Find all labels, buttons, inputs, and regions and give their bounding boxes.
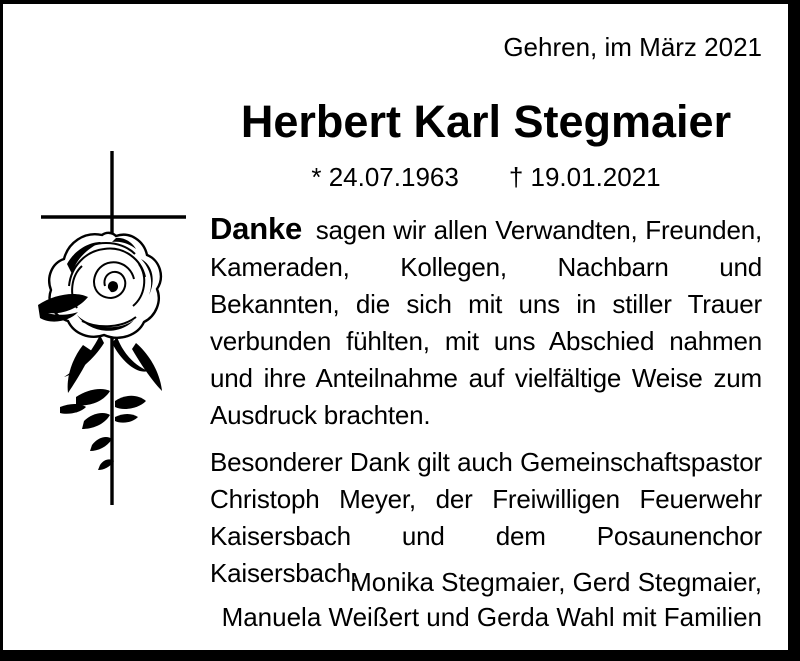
thanks-paragraph — [210, 210, 762, 434]
signature-block — [210, 565, 762, 635]
death-date: † 19.01.2021 — [508, 162, 661, 192]
thanks-lead-word: Danke — [210, 211, 303, 246]
rose-icon — [38, 233, 162, 470]
thanks-body-text: sagen wir allen Verwandten, Freunden, Kameraden, Kollegen, Nachbarn und Bekannten, die sich mit uns in stiller Trauer verbunden fühlten, mit uns Abschied nahmen und ihre Anteilnahme auf vielfältige Weise zum Ausdruck brachten. — [210, 215, 762, 430]
birth-date: * 24.07.1963 — [311, 162, 459, 192]
page-title-deceased-name: Herbert Karl Stegmaier — [240, 96, 732, 147]
special-thanks-paragraph: Besonderer Dank gilt auch Gemeinschaftspastor Christoph Meyer, der Freiwilligen Feuerwehr Kaisersbach und dem Posaunenchor Kaisersbach. — [210, 447, 762, 588]
dateline: Gehren, im März 2021 — [503, 32, 762, 62]
notice-card — [3, 4, 788, 650]
cross-rose-illustration — [20, 145, 200, 515]
life-dates — [210, 162, 762, 192]
signature-line-1: Monika Stegmaier, Gerd Stegmaier, — [350, 567, 762, 597]
signature-line-2: Manuela Weißert und Gerda Wahl mit Familien — [221, 602, 762, 632]
